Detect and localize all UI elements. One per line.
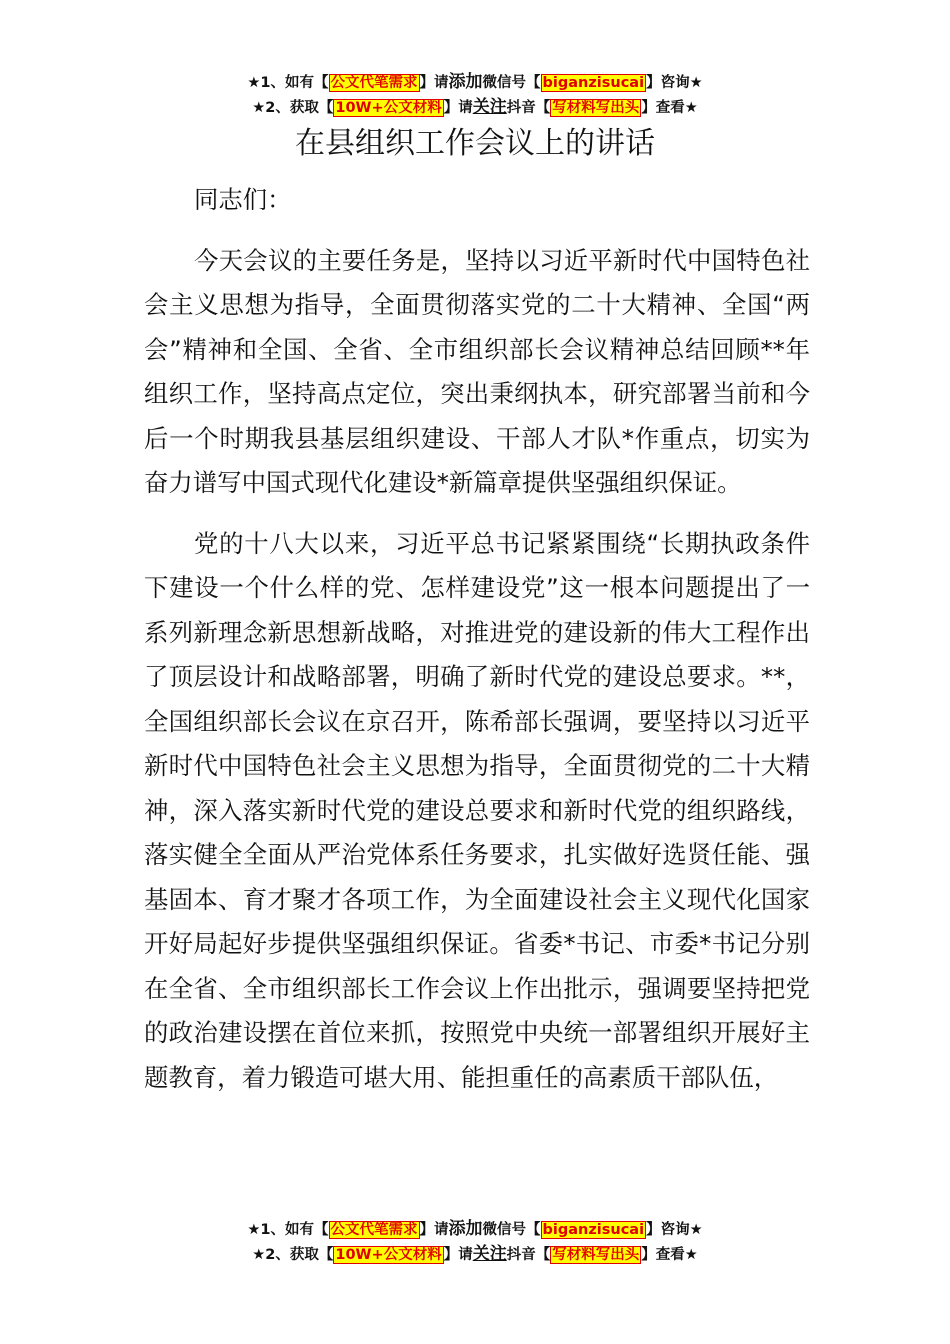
document-body [144, 178, 810, 1116]
highlight-materials: 10W+公文材料 [335, 100, 442, 116]
highlight-wechat-id: biganzisucai [542, 1222, 645, 1238]
banner-line-1 [0, 70, 950, 95]
star-icon: ★ [252, 100, 266, 116]
banner-text: 】请 [443, 100, 473, 116]
banner-text: 2、获取【 [265, 1247, 334, 1263]
banner-line-2 [0, 1242, 950, 1267]
star-icon: ★ [684, 1247, 698, 1263]
highlight-service: 公文代笔需求 [330, 75, 418, 91]
highlight-wechat-id: biganzisucai [542, 75, 645, 91]
banner-emphasis: 添加 [448, 1219, 483, 1239]
banner-emphasis: 关注 [472, 97, 507, 117]
body-paragraph: 党的十八大以来，习近平总书记紧紧围绕“长期执政条件下建设一个什么样的党、怎样建设党”这一根本问题提出了一系列新理念新思想新战略，对推进党的建设新的伟大工程作出了顶层设计和战略部署，明确了新时代党的建设总要求。**，全国组织部长会议在京召开，陈希部长强调，要坚持以习近平新时代中国特色社会主义思想为指导，全面贯彻党的二十大精神，深入落实新时代党的建设总要求和新时代党的组织路线，落实健全全面从严治党体系任务要求，扎实做好选贤任能、强基固本、育才聚才各项工作，为全面建设社会主义现代化国家开好局起好步提供坚强组织保证。省委*书记、市委*书记分别在全省、全市组织部长工作会议上作出批示，强调要坚持把党的政治建设摆在首位来抓，按照党中央统一部署组织开展好主题教育，着力锻造可堪大用、能担重任的高素质干部队伍， [144, 528, 810, 1092]
banner-text: 微信号【 [482, 1222, 541, 1238]
banner-emphasis: 关注 [472, 1244, 507, 1264]
banner-text: 】咨询 [646, 1222, 690, 1238]
banner-text: 】查看 [641, 100, 685, 116]
banner-text: 微信号【 [482, 75, 541, 91]
footer-banner [0, 1217, 950, 1267]
banner-text: 】查看 [641, 1247, 685, 1263]
banner-text: 】请 [443, 1247, 473, 1263]
document-title: 在县组织工作会议上的讲话 [295, 126, 655, 161]
star-icon: ★ [247, 75, 261, 91]
highlight-douyin-account: 写材料写出头 [552, 100, 640, 116]
banner-line-2 [0, 95, 950, 120]
banner-line-1 [0, 1217, 950, 1242]
banner-text: 】咨询 [646, 75, 690, 91]
highlight-douyin-account: 写材料写出头 [552, 1247, 640, 1263]
star-icon: ★ [689, 75, 703, 91]
banner-text: 】请 [419, 75, 449, 91]
banner-text: 抖音【 [506, 100, 551, 116]
banner-emphasis: 添加 [448, 72, 483, 92]
star-icon: ★ [252, 1247, 266, 1263]
banner-text: 2、获取【 [265, 100, 334, 116]
salutation: 同志们： [194, 185, 292, 214]
star-icon: ★ [684, 100, 698, 116]
body-paragraph: 今天会议的主要任务是，坚持以习近平新时代中国特色社会主义思想为指导，全面贯彻落实党的二十大精神、全国“两会”精神和全国、全省、全市组织部长会议精神总结回顾**年组织工作，坚持高点定位，突出秉纲执本，研究部署当前和今后一个时期我县基层组织建设、干部人才队*作重点，切实为奋力谱写中国式现代化建设*新篇章提供坚强组织保证。 [144, 245, 810, 497]
star-icon: ★ [247, 1222, 261, 1238]
banner-text: 抖音【 [506, 1247, 551, 1263]
star-icon: ★ [689, 1222, 703, 1238]
header-banner [0, 70, 950, 120]
highlight-materials: 10W+公文材料 [335, 1247, 442, 1263]
banner-text: 1、如有【 [260, 1222, 329, 1238]
banner-text: 】请 [419, 1222, 449, 1238]
highlight-service: 公文代笔需求 [330, 1222, 418, 1238]
banner-text: 1、如有【 [260, 75, 329, 91]
